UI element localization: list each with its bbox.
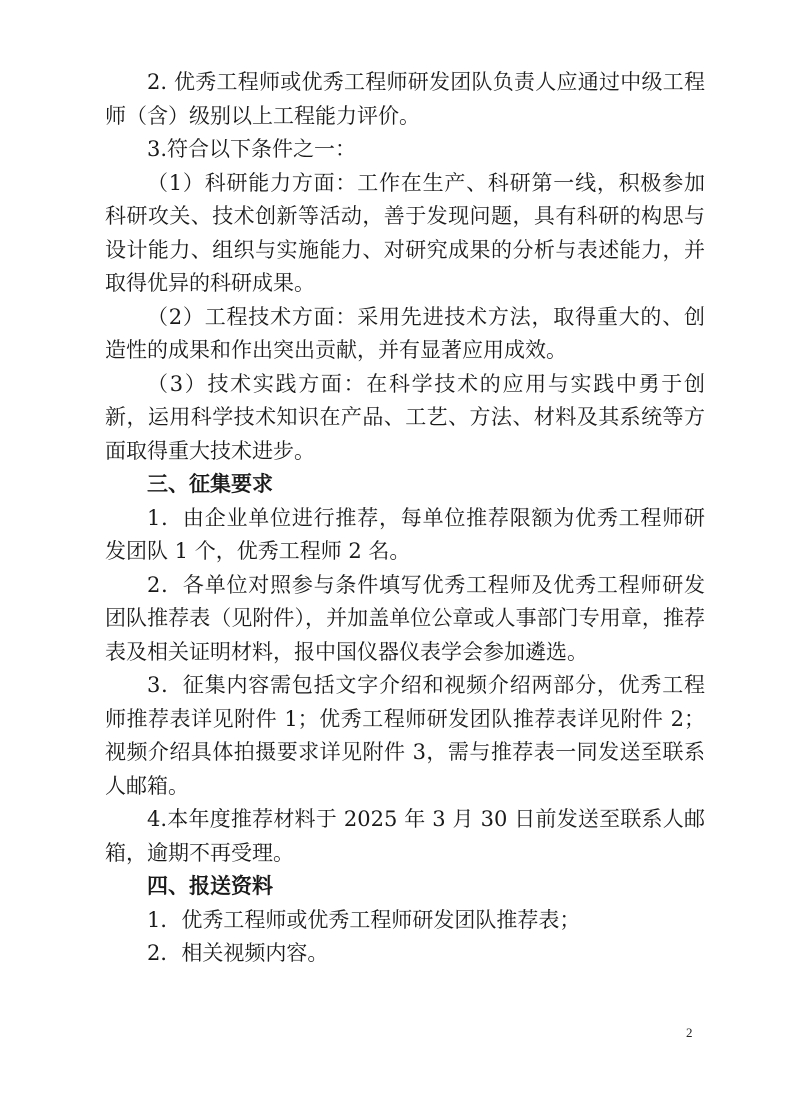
section-heading-submission-materials: 四、报送资料: [147, 874, 273, 898]
paragraph-engineering-tech: （2）工程技术方面：采用先进技术方法，取得重大的、创造性的成果和作出突出贡献，并有显著应用成效。: [105, 304, 705, 362]
paragraph-material-2: 2．相关视频内容。: [147, 941, 329, 965]
paragraph-research-ability: （1）科研能力方面：工作在生产、科研第一线，积极参加科研攻关、技术创新等活动，善于发现问题，具有科研的构思与设计能力、组织与实施能力、对研究成果的分析与表述能力，并取得优异的科研成果。: [105, 170, 705, 295]
paragraph-criterion-2: 2. 优秀工程师或优秀工程师研发团队负责人应通过中级工程师（含）级别以上工程能力评价。: [105, 70, 705, 128]
paragraph-requirement-1: 1．由企业单位进行推荐，每单位推荐限额为优秀工程师研发团队 1 个，优秀工程师 2 名。: [105, 505, 705, 563]
paragraph-criterion-3: 3.符合以下条件之一：: [147, 137, 357, 161]
document-page: [105, 66, 705, 971]
page-number: 2: [686, 1025, 693, 1040]
paragraph-requirement-2: 2．各单位对照参与条件填写优秀工程师及优秀工程师研发团队推荐表（见附件），并加盖单位公章或人事部门专用章，推荐表及相关证明材料，报中国仪器仪表学会参加遴选。: [105, 572, 705, 664]
paragraph-requirement-3: 3．征集内容需包括文字介绍和视频介绍两部分，优秀工程师推荐表详见附件 1；优秀工程师研发团队推荐表详见附件 2；视频介绍具体拍摄要求详见附件 3，需与推荐表一同发送至联系人邮箱。: [105, 673, 705, 798]
paragraph-tech-practice: （3）技术实践方面：在科学技术的应用与实践中勇于创新，运用科学技术知识在产品、工艺、方法、材料及其系统等方面取得重大技术进步。: [105, 371, 705, 463]
paragraph-material-1: 1．优秀工程师或优秀工程师研发团队推荐表；: [147, 907, 581, 932]
paragraph-requirement-4: 4.本年度推荐材料于 2025 年 3 月 30 日前发送至联系人邮箱，逾期不再受理。: [105, 807, 705, 865]
section-heading-collection-requirements: 三、征集要求: [147, 472, 273, 496]
